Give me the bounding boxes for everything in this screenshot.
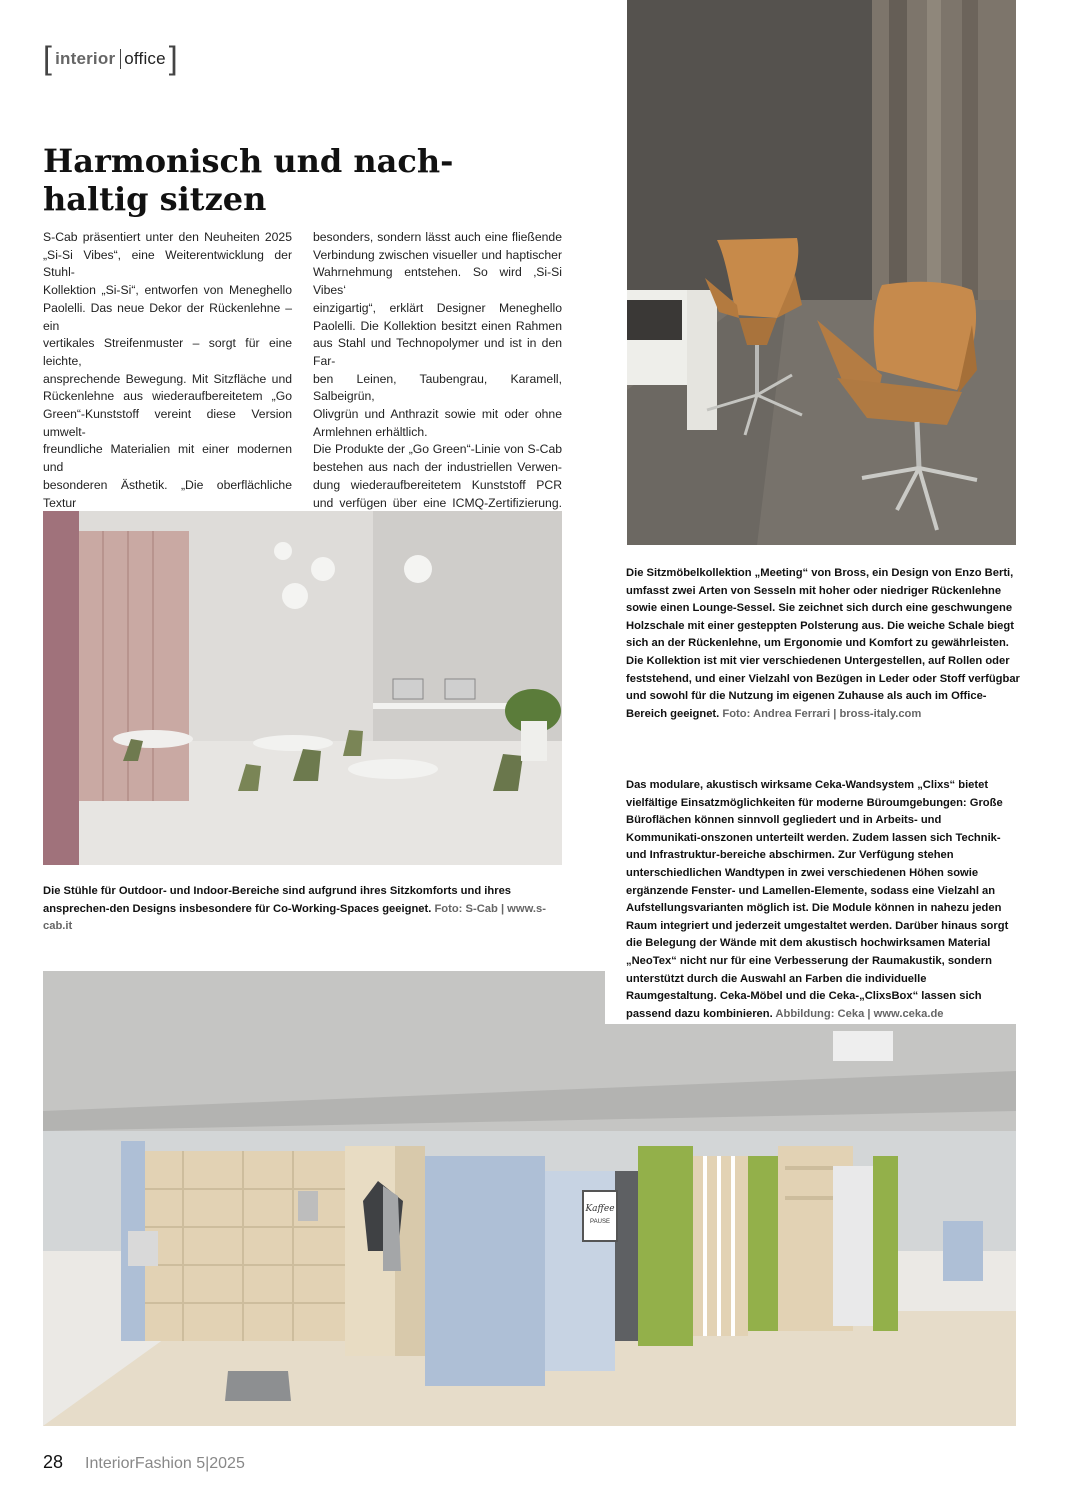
article-line: aus Stahl und Technopolymer und ist in den Far- bbox=[313, 336, 562, 368]
article-line: bestehen aus nach der industriellen Verwen- bbox=[313, 460, 562, 475]
article-line: Paolelli. Die Kollektion besitzt einen Rahmen bbox=[313, 318, 562, 333]
caption-scab bbox=[43, 883, 573, 936]
bracket-right: ] bbox=[168, 39, 178, 76]
page-number: 28 bbox=[43, 1452, 64, 1472]
article-line: Die Produkte der „Go Green“-Linie von S-Cab bbox=[313, 442, 562, 457]
article-line: Green“-Kunststoff vereint diese Version umwelt- bbox=[43, 407, 292, 439]
article-line: Kollektion „Si-Si“, entworfen von Meneghello bbox=[43, 283, 292, 298]
article-line: besonderen Ästhetik. „Die oberflächliche Textur bbox=[43, 477, 292, 510]
photo-scab-coworking bbox=[43, 511, 562, 865]
headline-line-1: Harmonisch und nach- bbox=[43, 142, 454, 180]
coffee-sign-line2: PAUSE bbox=[590, 1219, 610, 1225]
article-line: und verfügen über eine ICMQ-Zertifizierung. bbox=[313, 495, 562, 510]
caption-ceka-text: Das modulare, akustisch wirksame Ceka-Wandsystem „Clixs“ bietet vielfältige Einsatzmöglichkeiten für moderne Büroumgebungen: Große Büroflächen können sinnvoll gegliedert und in Arbeits- und Kommunikati-onszonen unterteilt werden. Zudem lassen sich Technik- und Infrastruktur-bereiche abschirmen. Zur Verfügung stehen unterschiedlichen Wandtypen in zwei verschiedenen Höhen sowie ergänzende Fenster- und Lamellen-Elemente, sodass eine Vielzahl an Aufstellungsvarianten möglich ist. Die Module können in nahezu jeden Raum integriert und jederzeit umgestaltet werden. Darüber hinaus sorgt die Belegung der Wände mit dem akustisch hochwirksamen Material „NeoTex“ nicht nur für eine Verbesserung der Raumakustik, sondern unterstützt durch die Auswahl an Farben die individuelle Raumgestaltung. Ceka-Möbel und die Ceka-„ClixsBox“ lassen sich passend dazu kombinieren. bbox=[626, 779, 1009, 1020]
caption-ceka-credit: Abbildung: Ceka | www.ceka.de bbox=[775, 1007, 944, 1020]
coffee-sign-line1: Kaffee bbox=[585, 1204, 615, 1214]
bross-chairs-illustration bbox=[627, 0, 1016, 545]
article-line: Verbindung zwischen visueller und haptischer bbox=[313, 247, 562, 262]
article-line: dung wiederaufbereitetem Kunststoff PCR bbox=[313, 477, 562, 492]
article-line: einzigartig“, erklärt Designer Meneghello bbox=[313, 300, 562, 315]
article-line: „Si-Si Vibes“, eine Weiterentwicklung der Stuhl- bbox=[43, 247, 292, 280]
caption-scab-text: Die Stühle für Outdoor- und Indoor-Bereiche sind aufgrund ihres Sitzkomforts und ihres ansprechen-den Designs insbesondere für Co-Working-Spaces geeignet. bbox=[43, 885, 512, 915]
caption-bross bbox=[626, 565, 1021, 723]
article-line: Armlehnen erhältlich. bbox=[313, 424, 428, 439]
article-line: Wahrnehmung entstehen. So wird ‚Si-Si Vibes‘ bbox=[313, 265, 562, 298]
ceka-office-illustration bbox=[43, 971, 1016, 1426]
bracket-left: [ bbox=[43, 39, 53, 76]
article-line: besonders, sondern lässt auch eine fließende bbox=[313, 230, 562, 244]
photo-bross-meeting-chairs bbox=[627, 0, 1016, 545]
section-tag-office: office bbox=[124, 49, 166, 68]
scab-coworking-illustration bbox=[43, 511, 562, 865]
photo-ceka-clixs-wallsystem bbox=[43, 971, 1016, 1426]
article-headline bbox=[43, 142, 463, 218]
article-line: ben Leinen, Taubengrau, Karamell, Salbeigrün, bbox=[313, 371, 562, 404]
article-line: Rückenlehne aus wiederaufbereitetem „Go bbox=[43, 389, 292, 404]
magazine-issue: InteriorFashion 5|2025 bbox=[85, 1455, 245, 1472]
caption-bross-text: Die Sitzmöbelkollektion „Meeting“ von Bross, ein Design von Enzo Berti, umfasst zwei Arten von Sesseln mit hoher oder niedriger Rückenlehne sowie einen Lounge-Sessel. Sie zeichnet sich durch eine geschwungene Holzschale mit einer gesteppten Polsterung aus. Die weiche Schale biegt sich an der Rückenlehne, um Ergonomie und Komfort zu gewährleisten. Die Kollektion ist mit vier verschiedenen Untergestellen, auf Rollen oder feststehend, und einer Vielzahl von Bezügen in Leder oder Stoff verfügbar und sowohl für die Nutzung im eigenen Zuhause als auch im Office-Bereich geeignet. bbox=[626, 567, 1020, 720]
section-tag-divider bbox=[120, 49, 121, 69]
article-line: ansprechende Bewegung. Mit Sitzfläche und bbox=[43, 371, 292, 386]
page-footer bbox=[43, 1452, 245, 1473]
section-tag bbox=[43, 39, 178, 76]
headline-line-2: haltig sitzen bbox=[43, 180, 267, 218]
article-line: Olivgrün und Anthrazit sowie mit oder ohne bbox=[313, 407, 562, 422]
article-line: vertikales Streifenmuster – sorgt für eine leichte, bbox=[43, 336, 292, 368]
article-line: S-Cab präsentiert unter den Neuheiten 2025 bbox=[43, 230, 292, 244]
caption-ceka bbox=[626, 777, 1018, 1023]
article-line: Paolelli. Das neue Dekor der Rückenlehne – ein bbox=[43, 300, 292, 333]
caption-bross-credit: Foto: Andrea Ferrari | bross-italy.com bbox=[722, 707, 922, 720]
caption-scab-credit: Foto: S-Cab | www.s-cab.it bbox=[43, 902, 546, 933]
section-tag-interior: interior bbox=[55, 49, 116, 68]
article-line: freundliche Materialien mit einer modernen und bbox=[43, 442, 292, 475]
